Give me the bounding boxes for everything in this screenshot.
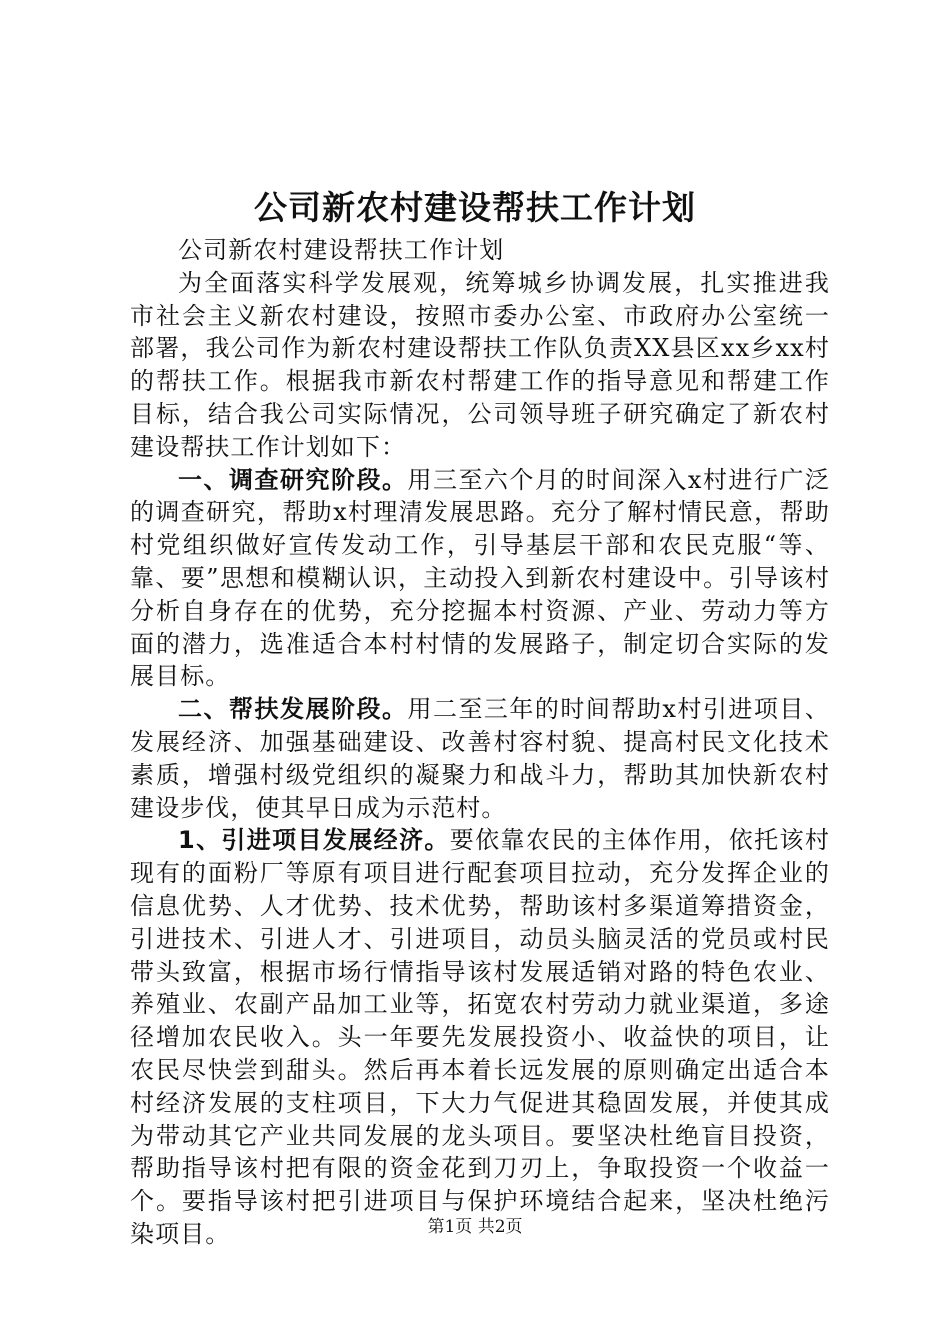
paragraph-text: 为全面落实科学发展观，统筹城乡协调发展，扎实推进我市社会主义新农村建设，按照市委办公室、市政府办公室统一部署，我公司作为新农村建设帮扶工作队负责XX县区xx乡xx村的帮扶工作。根据我市新农村帮建工作的指导意见和帮建工作目标，结合我公司实际情况，公司领导班子研究确定了新农村建设帮扶工作计划如下： xyxy=(130,268,830,461)
paragraph-text: 用三至六个月的时间深入x村进行广泛的调查研究，帮助x村理清发展思路。充分了解村情民意，帮助村党组织做好宣传发动工作，引导基层干部和农民克服“等、靠、要”思想和模糊认识，主动投入到新农村建设中。引导该村分析自身存在的优势，充分挖掘本村资源、产业、劳动力等方面的潜力，选准适合本村村情的发展路子，制定切合实际的发展目标。 xyxy=(130,465,830,691)
page-footer: 第1页 共2页 xyxy=(427,1217,523,1237)
document-body xyxy=(130,234,830,1251)
section-heading: 二、帮扶发展阶段。 xyxy=(178,695,408,724)
paragraph-text: 用二至三年的时间帮助x村引进项目、发展经济、加强基础建设、改善村容村貌、提高村民文化技术素质，增强村级党组织的凝聚力和战斗力，帮助其加快新农村建设步伐，使其早日成为示范村。 xyxy=(130,695,830,822)
document-title: 公司新农村建设帮扶工作计划 xyxy=(254,188,696,227)
intro-paragraph xyxy=(130,267,830,464)
document-subtitle: 公司新农村建设帮扶工作计划 xyxy=(178,236,505,264)
section-heading: 一、调查研究阶段。 xyxy=(178,465,408,494)
section-paragraph xyxy=(130,693,830,824)
subsection-heading: 1、引进项目发展经济。 xyxy=(178,826,450,855)
section-paragraph xyxy=(130,464,830,694)
paragraph-text: 要依靠农民的主体作用，依托该村现有的面粉厂等原有项目进行配套项目拉动，充分发挥企业的信息优势、人才优势、技术优势，帮助该村多渠道筹措资金，引进技术、引进人才、引进项目，动员头脑灵活的党员或村民带头致富，根据市场行情指导该村发展适销对路的特色农业、养殖业、农副产品加工业等，拓宽农村劳动力就业渠道，多途径增加农民收入。头一年要先发展投资小、收益快的项目，让农民尽快尝到甜头。然后再本着长远发展的原则确定出适合本村经济发展的支柱项目，下大力气促进其稳固发展，并使其成为带动其它产业共同发展的龙头项目。要坚决杜绝盲目投资，帮助指导该村把有限的资金花到刀刃上，争取投资一个收益一个。要指导该村把引进项目与保护环境结合起来，坚决杜绝污染项目。 xyxy=(130,826,830,1248)
subsection-paragraph xyxy=(130,824,830,1250)
